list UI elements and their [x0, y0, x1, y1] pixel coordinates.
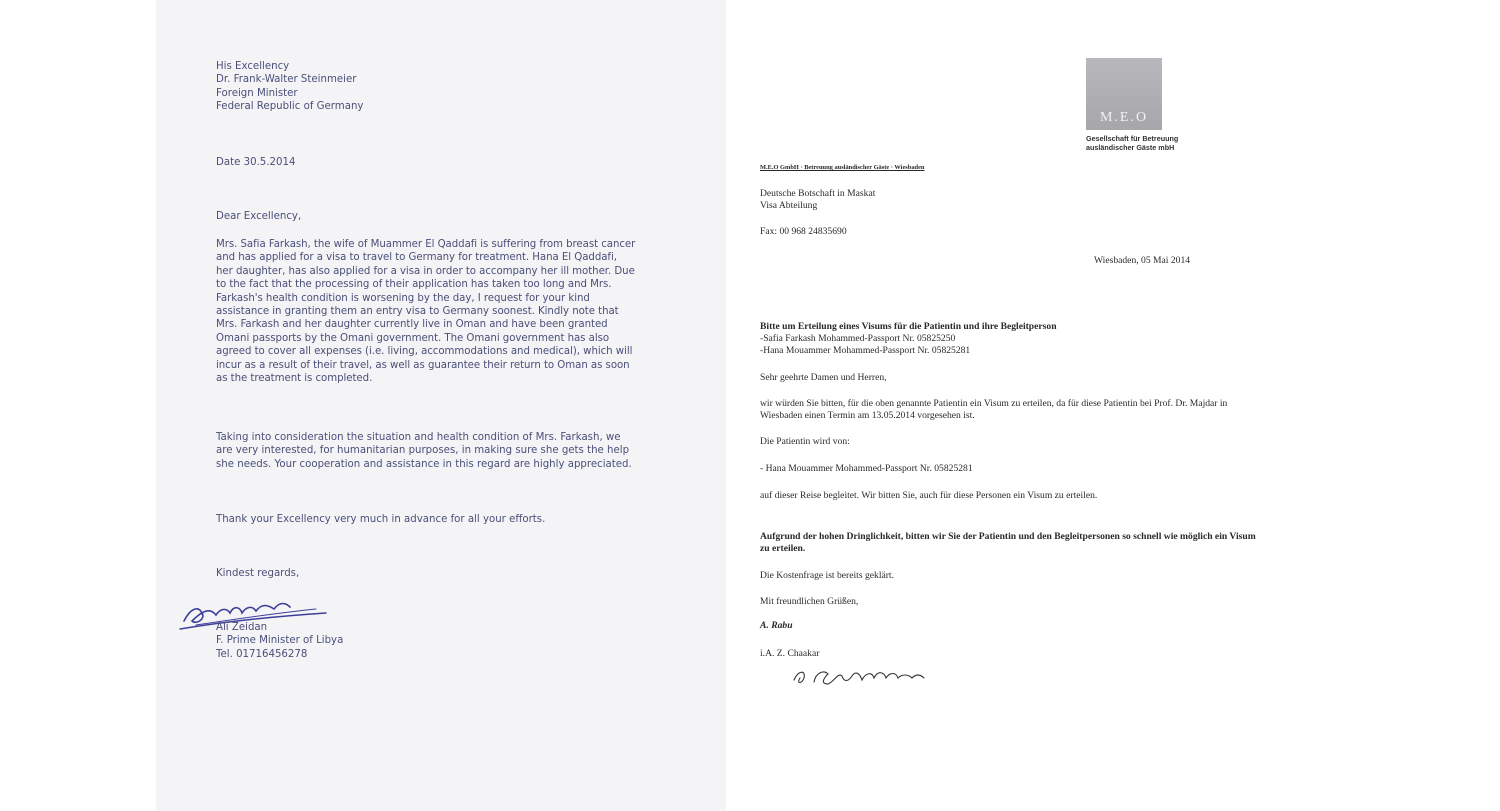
body-paragraph-2: Taking into consideration the situation and health condition of Mrs. Farkash, we are very interested, for humanitarian purposes, in making sure she gets the help she needs. Your cooperation and assistance in this regard are highly appreciated. [216, 432, 632, 470]
salutation: Dear Excellency, [216, 211, 302, 222]
body-paragraph-6: Die Kostenfrage ist bereits geklärt. [760, 570, 894, 581]
company-name [1086, 134, 1178, 152]
fax-number: Fax: 00 968 24835690 [760, 226, 847, 237]
address-line: Deutsche Botschaft in Maskat [760, 188, 876, 199]
address-line: His Excellency [216, 61, 290, 72]
recipient-address [216, 60, 363, 114]
body-paragraph-2: Die Patientin wird von: [760, 436, 850, 447]
closing: Mit freundlichen Grüßen, [760, 596, 859, 607]
sender-line: M.E.O GmbH · Betreuung ausländischer Gäste · Wiesbaden [760, 164, 925, 171]
body-paragraph-1: Mrs. Safia Farkash, the wife of Muammer El Qaddafi is suffering from breast cancer and has applied for a visa to travel to Germany for treatment. Hana El Qaddafi, her daughter, has also applied for a visa in order to accompany her ill mother. Due to the fact that the processing of their application has taken too long and Mrs. Farkash's health condition is worsening by the day, I request for your kind assistance in granting them an entry visa to Germany soonest. Kindly note that Mrs. Farkash and her daughter currently live in Oman and have been granted Omani passports by the Omani government. The Omani government has also agreed to cover all expenses (i.e. living, accommodations and medical), which will incur as a result of their travel, as well as guarantee their return to Oman as soon as the treatment is completed. [216, 239, 636, 385]
subject-item: -Hana Mouammer Mohammed-Passport Nr. 05825281 [760, 345, 971, 356]
signer-phone: Tel. 01716456278 [216, 648, 308, 660]
handwritten-signature [788, 660, 948, 692]
address-line: Foreign Minister [216, 87, 298, 99]
subject-item: -Safia Farkash Mohammed-Passport Nr. 05825250 [760, 333, 956, 344]
subject-line: Bitte um Erteilung eines Visums für die Patientin und ihre Begleitperson [760, 321, 1057, 332]
closing: Kindest regards, [216, 568, 300, 579]
body-paragraph-4: auf dieser Reise begleitet. Wir bitten Sie, auch für diese Personen ein Visum zu erteilen. [760, 490, 1098, 501]
letter-left-page [156, 0, 726, 811]
logo-text: M.E.O [1099, 110, 1149, 125]
company-logo [1086, 58, 1162, 130]
signer-name: A. Rabu [760, 620, 793, 631]
body-paragraph-3: Thank your Excellency very much in advance for all your efforts. [216, 514, 546, 525]
body-paragraph-3: - Hana Mouammer Mohammed-Passport Nr. 05825281 [760, 463, 973, 474]
letter-right-page [726, 0, 1340, 811]
letter-date: Wiesbaden, 05 Mai 2014 [1094, 255, 1191, 266]
signer-title: F. Prime Minister of Libya [216, 635, 344, 647]
company-line: Gesellschaft für Betreuung [1086, 134, 1179, 143]
address-line: Visa Abteilung [760, 200, 818, 211]
company-line: ausländischer Gäste mbH [1086, 143, 1175, 152]
signer-name: Ali Zeidan [216, 622, 268, 633]
body-paragraph-5: Aufgrund der hohen Dringlichkeit, bitten wir Sie der Patientin und den Begleitpersonen so schnell wie möglich ein Visum zu erteilen. [760, 531, 1256, 554]
address-line: Federal Republic of Germany [216, 101, 364, 113]
letter-date: Date 30.5.2014 [216, 157, 296, 168]
signer-proxy: i.A. Z. Chaakar [760, 648, 820, 659]
signer-block [216, 621, 343, 661]
greeting: Sehr geehrte Damen und Herren, [760, 372, 887, 383]
address-line: Dr. Frank-Walter Steinmeier [216, 74, 357, 86]
subject [760, 321, 1057, 357]
body-paragraph-1: wir würden Sie bitten, für die oben genannte Patientin ein Visum zu erteilen, da für diese Patientin bei Prof. Dr. Majdar in Wiesbaden einen Termin am 13.05.2014 vorgesehen ist. [760, 398, 1228, 421]
recipient-address [760, 188, 875, 212]
